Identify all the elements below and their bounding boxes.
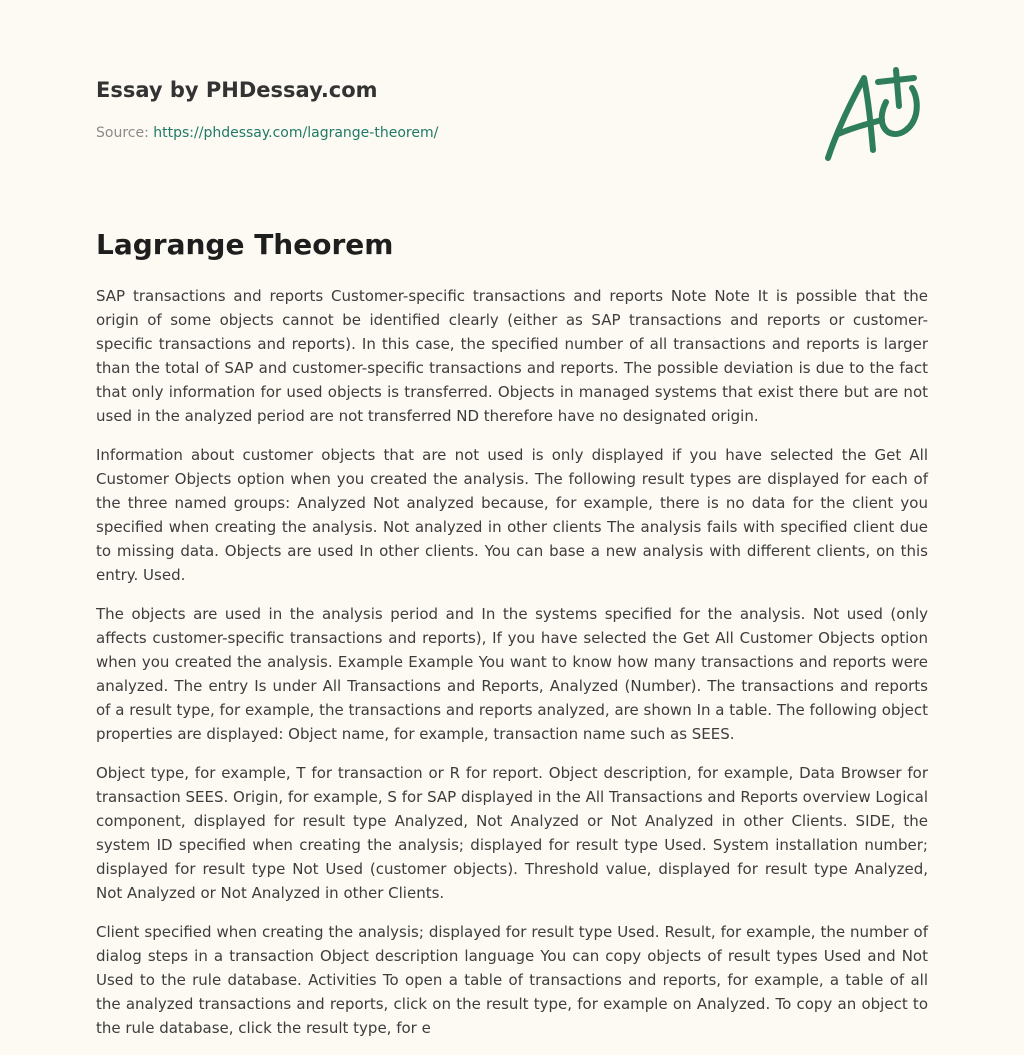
article-paragraph: Object type, for example, T for transaction or R for report. Object description, for example, Data Browser for transaction SEES. Origin, for example, S for SAP displayed in the All Transactions and Reports overview Logical component, displayed for result type Analyzed, Not Analyzed or Not Analyzed in other Clients. SIDE, the system ID specified when creating the analysis; displayed for result type Used. System installation number; displayed for result type Not Used (customer objects). Threshold value, displayed for result type Analyzed, Not Analyzed or Not Analyzed in other Clients. — [96, 764, 928, 902]
article-paragraph: Client specified when creating the analysis; displayed for result type Used. Result, for example, the number of dialog steps in a transaction Object description language You can copy objects of result types Used and Not Used to the rule database. Activities To open a table of transactions and reports, for example, a table of all the analyzed transactions and reports, click on the result type, for example on Analyzed. To copy an object to the rule database, click the result type, for e — [96, 923, 928, 1037]
article-title: Lagrange Theorem — [96, 228, 394, 261]
article-paragraph: Information about customer objects that are not used is only displayed if you have selected the Get All Customer Objects option when you created the analysis. The following result types are displayed for each of the three named groups: Analyzed Not analyzed because, for example, there is no data for the client you specified when creating the analysis. Not analyzed in other clients The analysis fails with specified client due to missing data. Objects are used In other clients. You can base a new analysis with different clients, on this entry. Used. — [96, 446, 928, 584]
source-link[interactable]: https://phdessay.com/lagrange-theorem/ — [153, 125, 439, 141]
a-plus-logo-icon — [816, 66, 934, 170]
article-paragraph: The objects are used in the analysis period and In the systems specified for the analysis. Not used (only affects customer-specific transactions and reports), If you have selected the Get All Customer Objects option when you created the analysis. Example Example You want to know how many transactions and reports were analyzed. The entry Is under All Transactions and Reports, Analyzed (Number). The transactions and reports of a result type, for example, the transactions and reports analyzed, are shown In a table. The following object properties are displayed: Object name, for example, transaction name such as SEES. — [96, 605, 928, 743]
article-body — [96, 284, 928, 1055]
source-label: Source: — [96, 125, 149, 141]
source-line — [96, 123, 796, 143]
article-paragraph: SAP transactions and reports Customer-specific transactions and reports Note Note It is possible that the origin of some objects cannot be identified clearly (either as SAP transactions and reports or customer-specific transactions and reports). In this case, the specified number of all transactions and reports is larger than the total of SAP and customer-specific transactions and reports. The possible deviation is due to the fact that only information for used objects is transferred. Objects in managed systems that exist there but are not used in the analyzed period are not transferred ND therefore have no designated origin. — [96, 287, 928, 425]
header — [96, 76, 796, 143]
site-title: Essay by PHDessay.com — [96, 78, 378, 102]
